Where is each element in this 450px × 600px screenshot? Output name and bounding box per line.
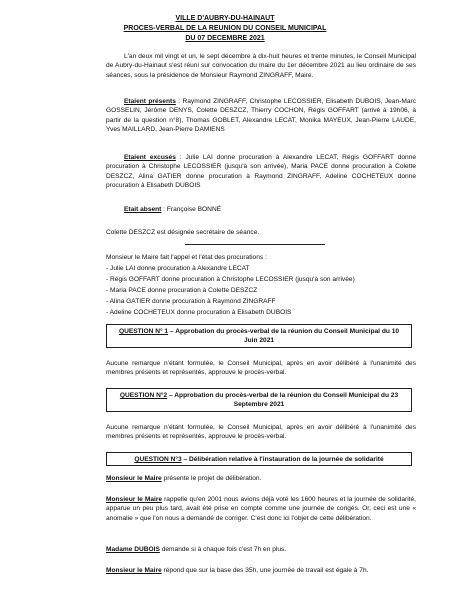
excused-label: Etaient excusés: [124, 154, 176, 161]
question-2-box: [106, 388, 412, 412]
roll-call-intro: Monsieur le Maire fait l'appel et l'état des procurations :: [106, 254, 267, 261]
present-text: : Raymond ZINGRAFF, Christophe LECOSSIER, Elisabeth DUBOIS, Jean-Marc GOSSELIN, Jérôme DENYS, Colette DESZCZ, Thierry COCHON, Régis GOFFART (arrivé à 19h06, à partir de la question n°8), Thomas GOBLET, Alexandre LECAT, Monika MAYEUX, Jean-Pierre LAUDE, Yves MAILLARD, Jean-Pierre DAMIENS: [106, 98, 416, 134]
question-3-paragraph-1: [106, 474, 416, 483]
list-item: - Adeline COCHETEUX donne procuration à Elisabeth DUBOIS: [106, 309, 292, 316]
question-3-box: [106, 452, 412, 466]
proxy-list: [106, 263, 416, 318]
present-label: Etaient présents: [124, 98, 176, 105]
speaker-name: Madame DUBOIS: [106, 546, 160, 553]
speech-text: présente le projet de délibération.: [161, 475, 262, 482]
question-2-title: – Approbation du procès-verbal de la réunion du Conseil Municipal du 23 Septembre 2021: [167, 392, 399, 408]
excused-text: : Julie LAI donne procuration à Alexandre LECAT, Régis GOFFART donne procuration à Christophe LECOSSIER (jusqu'à son arrivée), Maria PACE donne procuration à Colette DESZCZ, Alina GATIER donne procuration à Raymond ZINGRAFF, Adeline COCHETEUX donne procuration à Elisabeth DUBOIS: [106, 154, 416, 190]
question-3-title: – Délibération relative à l'instauration de la journée de solidarité: [181, 456, 384, 463]
town-heading: VILLE D'AUBRY-DU-HAINAUT: [175, 15, 275, 22]
document-title: PROCES-VERBAL DE LA REUNION DU CONSEIL MUNICIPAL: [123, 25, 327, 32]
question-2-text: Aucune remarque n'étant formulée, le Conseil Municipal, après en avoir délibéré à l'unanimité des membres présents et représentés, approuve le procès-verbal.: [106, 424, 416, 441]
absent-label: Etait absent: [124, 206, 162, 213]
question-3-paragraph-3: [106, 545, 416, 554]
absent-text: : Françoise BONNÉ: [161, 206, 222, 213]
question-3-paragraph-4: [106, 566, 416, 575]
question-2-label: QUESTION N°2: [119, 392, 168, 399]
absent-paragraph: [124, 205, 434, 214]
excused-paragraph: [106, 153, 416, 191]
list-item: - Régis GOFFART donne procuration à Christophe LECOSSIER (jusqu'à son arrivée): [106, 276, 355, 283]
question-3-label: QUESTION N°3: [134, 456, 182, 463]
speaker-name: Monsieur le Maire: [106, 567, 162, 574]
section-divider: [185, 244, 325, 245]
secretary-line: Colette DESZCZ est désignée secrétaire de séance.: [106, 229, 260, 236]
question-1-title: – Approbation du procès-verbal de la réunion du Conseil Municipal du 10 Juin 2021: [168, 328, 400, 344]
speech-text: rappelle qu'en 2001 nous avions déjà voté les 1600 heures et la journée de solidarité, apparue un peu plus tard, avait été prise en compte comme une journée de congés. Or, ceci est une « anomalie » que l'on nous a demandé de corriger. C'est donc ici l'objet de cette délibération.: [106, 496, 417, 522]
question-1-box: [106, 324, 412, 348]
question-1-text: Aucune remarque n'étant formulée, le Conseil Municipal, après en avoir délibéré à l'unanimité des membres présents et représentés, approuve le procès-verbal.: [106, 360, 416, 377]
speech-text: répond que sur la base des 35h, une journée de travail est égale à 7h.: [161, 567, 369, 574]
speaker-name: Monsieur le Maire: [106, 475, 162, 482]
list-item: - Julie LAI donne procuration à Alexandre LECAT: [106, 265, 250, 272]
intro-paragraph: L'an deux mil vingt et un, le sept décembre à dix-huit heures et trente minutes, le Conseil Municipal de Aubry-du-Hainaut s'est réuni sur convocation du maire du 1er décembre 2021 au lieu ordinaire de ses séances, sous la présidence de Monsieur Raymond ZINGRAFF, Maire.: [106, 53, 416, 79]
question-3-paragraph-2: [106, 495, 416, 523]
speaker-name: Monsieur le Maire: [106, 496, 163, 503]
list-item: - Alina GATIER donne procuration à Raymond ZINGRAFF: [106, 298, 276, 305]
meeting-date: DU 07 DECEMBRE 2021: [185, 35, 265, 42]
question-1-label: QUESTION N° 1: [118, 328, 169, 335]
speech-text: demande si à chaque fois c'est 7h en plus.: [159, 546, 287, 553]
list-item: - Maria PACE donne procuration à Colette DESZCZ: [106, 287, 258, 294]
present-paragraph: [106, 97, 416, 135]
